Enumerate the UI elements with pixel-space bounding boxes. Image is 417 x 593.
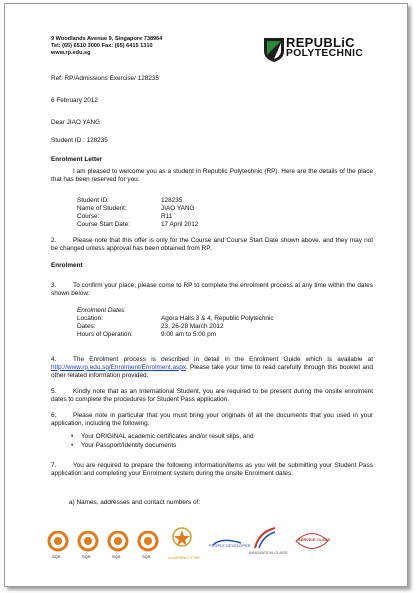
paragraph-number: 2.	[51, 237, 57, 244]
detail-label: Course Start Date:	[77, 221, 130, 228]
detail-value: JIAO YANG	[161, 205, 195, 212]
bullet-item: • Your Passport/Identity documents	[81, 442, 371, 450]
address-line: 9 Woodlands Avenue 9, Singapore 738964	[51, 36, 163, 42]
paragraph-number: 5.	[51, 388, 57, 395]
letter-date: 6 February 2012	[51, 97, 98, 104]
sqs-badge-icon	[77, 531, 99, 553]
salutation: Dear JIAO YANG	[51, 119, 101, 126]
detail-label: Student ID:	[77, 197, 109, 204]
letter-page	[4, 3, 408, 587]
paragraph-number: 3.	[51, 282, 57, 289]
paragraph-4-text: The Enrolment process is described in detail in the Enrolment Guide which is available at	[73, 356, 373, 363]
heading-enrolment-letter: Enrolment Letter	[51, 156, 103, 163]
bullet-item: • Your ORIGINAL academic certificates and/or result slips, and	[81, 433, 371, 441]
paragraph-number: 7.	[51, 462, 57, 469]
sqs-label: SQS	[52, 554, 61, 559]
date-label: Location:	[77, 315, 103, 322]
detail-label: Name of Student:	[77, 205, 127, 212]
student-id-line: Student ID : 128235	[51, 137, 108, 144]
innovation-class-icon	[251, 526, 279, 550]
learning-star-label: LEARNING STAR	[168, 555, 200, 560]
reference-line: Ref: RP/Admissions Exercise/ 128235	[51, 75, 159, 82]
sqs-label: SQS	[142, 554, 151, 559]
shield-icon	[263, 37, 285, 63]
detail-value: 17 April 2012	[161, 221, 199, 228]
paragraph-4	[51, 356, 373, 379]
paragraph-2: Please note that this offer is only for the Course and Course Start Date shown above, and they may not be changed unless approval has been obtained from RP.	[51, 237, 373, 252]
date-value: 23, 26-28 March 2012	[161, 323, 224, 330]
detail-value: R11	[161, 213, 173, 220]
detail-label: Course:	[77, 213, 100, 220]
date-label: Hours of Operation:	[77, 331, 133, 338]
sqs-badge-icon	[47, 531, 69, 553]
logo-wordmark	[286, 37, 363, 59]
service-class-label: SERVICE CLASS	[298, 537, 331, 542]
logo-line-1: REPUBLiC	[286, 35, 355, 50]
sqs-label: SQS	[112, 554, 121, 559]
paragraph-3: To confirm your place, please come to RP to complete the enrolment process at any time within the dates shown below:	[51, 282, 373, 297]
sqs-badge-icon	[137, 531, 159, 553]
learning-star-icon	[169, 526, 195, 554]
phone-fax-line: Tel: (65) 6510 3000 Fax: (65) 6415 1310	[51, 42, 153, 49]
sqs-label: SQS	[82, 554, 91, 559]
sqs-badge-icon	[107, 531, 129, 553]
website-line: www.rp.edu.sg	[51, 49, 91, 56]
paragraph-number: 6.	[51, 412, 57, 419]
paragraph-6: Please note in particular that you must bring your originals of all the documents that you used in your application, including the following:	[51, 412, 373, 427]
heading-enrolment: Enrolment	[51, 262, 83, 269]
paragraph-5: Kindly note that as an International Student, you are required to be present during the onsite enrolment dates to complete the procedures for Student Pass application.	[51, 388, 373, 403]
date-value: 9:00 am to 5:00 pm	[161, 331, 217, 338]
intro-paragraph: I am pleased to welcome you as a student in Republic Polytechnic (RP). Here are the details of the place that has been reserved for you:	[51, 168, 373, 183]
enrolment-guide-link[interactable]: http://www.rp.edu.sg/Enrolment/Enrolment.aspx	[51, 363, 186, 371]
date-value: Agora Halls 3 & 4, Republic Polytechnic	[161, 315, 274, 322]
paragraph-7: You are required to prepare the following information/items as you will be submitting your Student Pass application and completing your Enrolment system during the onsite Enrolment dates.	[51, 462, 373, 477]
institution-address	[51, 36, 162, 56]
people-developer-label: PEOPLE DEVELOPER	[209, 543, 251, 548]
sub-item-a: a) Names, addresses and contact numbers of:	[69, 499, 201, 506]
paragraph-4-text-end: . Please take your time to read carefully through this booklet and other related information provided.	[51, 363, 373, 379]
paragraph-number: 4.	[51, 356, 57, 363]
innovation-class-label: INNOVATION CLASS	[249, 550, 288, 555]
detail-value: 128235	[161, 197, 183, 204]
logo-line-2: POLYTECHNIC	[286, 48, 364, 59]
date-label: Dates:	[77, 323, 96, 330]
enrolment-dates-title: Enrolment Dates	[77, 307, 125, 314]
republic-polytechnic-logo	[263, 34, 373, 68]
